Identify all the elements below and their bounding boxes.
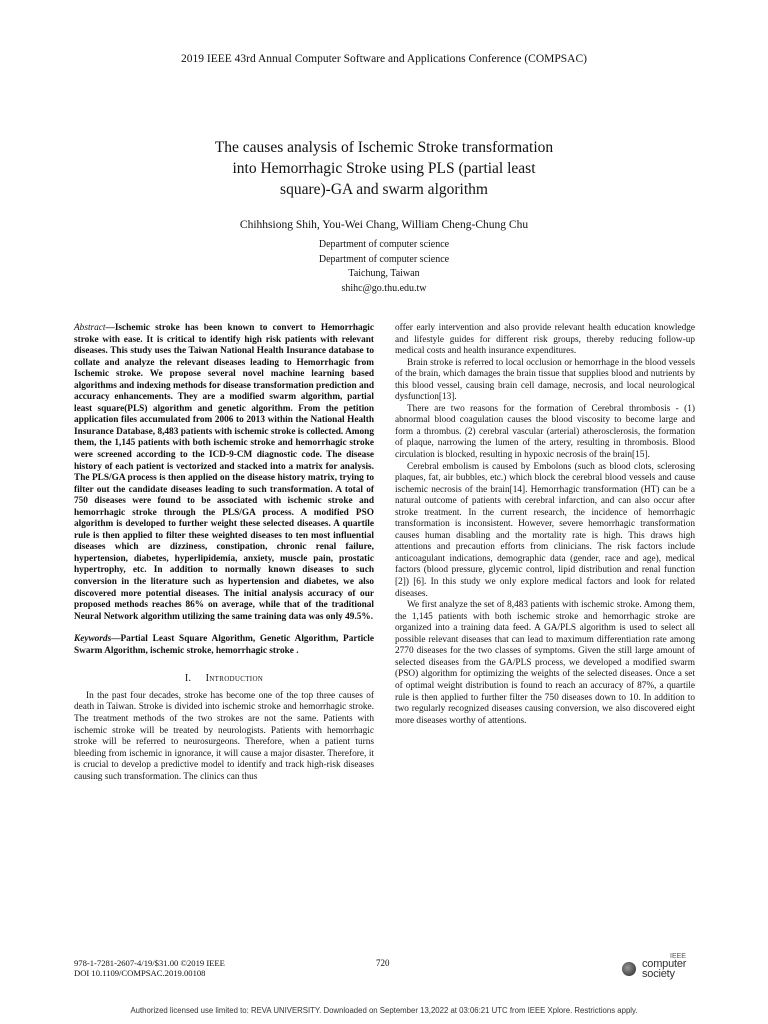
body-paragraph: There are two reasons for the formation of Cerebral thrombosis - (1) abnormal blood coagulation causes the blood viscosity to become large and form a thrombus. (2) cerebral vascular (arterial) atherosclerosis, the formation of plaque, narrowing the lumen of the artery, resulting in thrombosis. Blood circulation is blocked, resulting in hypoxic necrosis of the brain[15]. xyxy=(395,403,695,461)
computer-society-logo xyxy=(622,953,702,983)
body-paragraph: offer early intervention and also provide relevant health education knowledge and lifestyle guides for different risk groups, thereby reducing follow-up medical costs and health insurance expenditures. xyxy=(395,323,695,357)
logo-line: computer xyxy=(642,958,687,970)
keywords xyxy=(74,634,374,657)
intro-paragraph: In the past four decades, stroke has become one of the top three causes of death in Taiwan. Stroke is divided into ischemic stroke and hemorrhagic stroke. The treatment methods of the two strokes are not the same. Patients with ischemic stroke will be treated by neurologists. Patients with hemorrhagic stroke will be referred to neurosurgeons. Therefore, when a patient turns bleeding from ischemic in ignorance, it will cause a major disaster. Therefore, it is crucial to develop a predictive model to identify and track high-risk diseases causing such transformation. The clinics can thus xyxy=(74,690,374,782)
keywords-label: Keywords xyxy=(74,634,112,645)
right-column xyxy=(395,323,695,727)
section-number: I. xyxy=(184,673,192,685)
body-paragraph: Brain stroke is referred to local occlusion or hemorrhage in the blood vessels of the brain, which damages the brain tissue that supplies blood and nutrients by this blood vessel, causing brain cell damage, necrosis, and local neurological dysfunction[13]. xyxy=(395,357,695,403)
conference-header: 2019 IEEE 43rd Annual Computer Software and Applications Conference (COMPSAC) xyxy=(181,53,587,65)
affiliation-dept: Department of computer science xyxy=(318,239,450,250)
affiliation-block xyxy=(0,238,768,296)
logo-society-text xyxy=(642,959,686,979)
section-heading-introduction xyxy=(74,673,374,685)
logo-line: society xyxy=(642,968,675,980)
title-line: into Hemorrhagic Stroke using PLS (partial least xyxy=(232,160,536,177)
title-line: The causes analysis of Ischemic Stroke transformation xyxy=(214,139,554,156)
keywords-text: Partial Least Square Algorithm, Genetic Algorithm, Particle Swarm Algorithm, ischemic stroke, hemorrhagic stroke . xyxy=(74,634,374,656)
affiliation-dept: Department of computer science xyxy=(318,253,450,265)
paper-title xyxy=(150,137,618,200)
abstract-label: Abstract xyxy=(74,323,106,333)
section-title: Introduction xyxy=(205,673,264,685)
page-number: 720 xyxy=(376,958,390,968)
author-email: shihc@go.thu.edu.tw xyxy=(341,282,427,294)
left-column xyxy=(74,323,374,783)
authorized-use-notice: Authorized licensed use limited to: REVA UNIVERSITY. Downloaded on September 13,2022 at 03:06:21 UTC from IEEE Xplore. Restrictions apply. xyxy=(130,1006,638,1015)
abstract-text: Ischemic stroke has been known to convert to Hemorrhagic stroke with ease. It is critical to identify high risk patients with relevant diseases. This study uses the Taiwan National Health Insurance database to collate and analyze the relevant diseases leading to Hemorrhagic from Ischemic stroke. We propose several novel machine learning based algorithms and indexing methods for disease transformation prediction and accuracy enhancements. They are a modified swarm algorithm, partial least square(PLS) algorithm and genetic algorithm. From the petition application files accumulated from 2006 to 2013 within the National Health Insurance Database, 8,483 patients with ischemic stroke is collected. Among them, the 1,145 patients with both ischemic stroke and hemorrhagic stroke were screened according to the ICD-9-CM diagnostic code. The disease history of each patient is vectorized and stacked into a matrix for analysis. The PLS/GA process is then applied on the disease history matrix, trying to filter out the candidate diseases leading to such transformation. A total of 750 diseases were found to be associated with ischemic stroke and hemorrhagic stroke through the PLS/GA process. A modified PSO algorithm is developed to further weight these selected diseases. A quartile rule is then applied to filter these weighted diseases to ten most influential diseases which are dizziness, constipation, chronic renal failure, hypertension, diabetes, hyperlipidemia, anxiety, muscle pain, prostatic hypertrophy, etc. In addition to normally known diseases to such conversion in the literature such as hypertension and diabetes, we also discovered more potential diseases. The initial analysis accuracy of our proposed methods reaches 86% on average, while that of the traditional Neural Network algorithm utilizing the same training data was only 49.5%. xyxy=(74,323,374,622)
author-list: Chihhsiong Shih, You-Wei Chang, William Cheng-Chung Chu xyxy=(239,219,529,231)
footer-isbn: 978-1-7281-2607-4/19/$31.00 ©2019 IEEE xyxy=(74,958,225,968)
footer-doi: DOI 10.1109/COMPSAC.2019.00108 xyxy=(74,968,206,978)
keywords-dash: — xyxy=(111,634,121,645)
title-line: square)-GA and swarm algorithm xyxy=(280,181,488,198)
body-paragraph: We first analyze the set of 8,483 patients with ischemic stroke. Among them, the 1,145 patients with both ischemic stroke and hemorrhagic stroke are organized into a training data feed. A GA/PLS algorithm is used to select all possible relevant diseases that can lead to maximum differentiation rate among 2770 diseases for the two classes of symptoms. Given the still large amount of selected diseases from the GA/PLS process, we developed a modified swarm (PSO) algorithm for optimizing the weights of the selected diseases. Once a set of optimal weight distribution is found to reach an accuracy of 87%, a quartile rule is then applied to further filter the 750 diseases down to 10. In addition to two regularly recognized diseases causing conversion, we also discovered eight more diseases worthy of attentions. xyxy=(395,600,695,726)
logo-ieee-text: IEEE xyxy=(670,953,686,960)
body-paragraph: Cerebral embolism is caused by Embolons (such as blood clots, sclerosing plaques, fat, air bubbles, etc.) which block the cerebral blood vessels and cause ischemic necrosis of the brain[14]. Hemorrhagic transformation (HT) can be a natural outcome of patients with cerebral infarction, and can also occur after stroke treatment. In the current research, the incidence of hemorrhagic transformation is inconsistent. However, severe hemorrhagic transformation causes human disabling and the mortality rate is high. This draws high attentions and precaution efforts from clinicians. The risk factors include anticoagulant indications, demographic data (gender, race and age), medical factors (blood pressure, glycemic control, lipid distribution and renal function [2]) [6]. In this study we only explore medical factors and look for related diseases. xyxy=(395,461,695,599)
globe-icon xyxy=(622,962,636,976)
abstract-dash: — xyxy=(105,323,115,333)
affiliation-location: Taichung, Taiwan xyxy=(348,268,420,279)
footer-publication-info xyxy=(74,958,225,978)
abstract xyxy=(74,323,374,623)
